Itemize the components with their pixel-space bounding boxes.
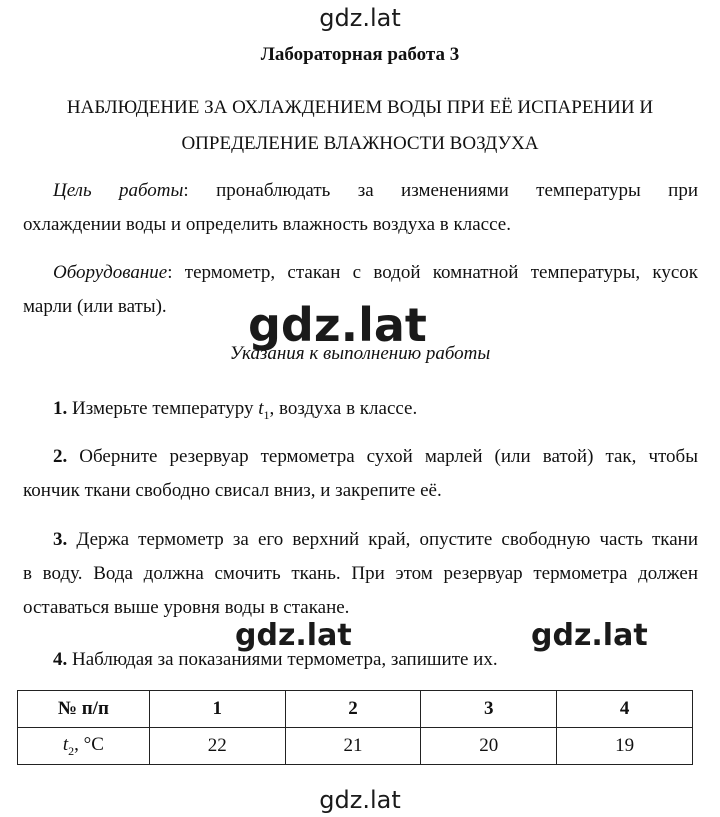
watermark-bottom: gdz.lat [319, 786, 401, 814]
table-cell: 22 [149, 728, 285, 765]
goal-text-1: : пронаблюдать за изменениями температуры при [183, 180, 698, 201]
table-header-cell: 2 [285, 691, 421, 728]
step-3: 3. Держа термометр за его верхний край, опустите свободную часть ткани в воду. Вода должна смочить ткань. При этом резервуар термометра должен оставаться выше уровня воды в стакане. [23, 529, 698, 618]
step-2-number: 2. [53, 446, 68, 467]
step-4-number: 4. [53, 649, 68, 670]
table-cell: 20 [421, 728, 557, 765]
table-cell: 21 [285, 728, 421, 765]
step-3-number: 3. [53, 529, 68, 550]
instructions-heading: Указания к выполнению работы [229, 343, 491, 364]
watermark-mid-right: gdz.lat [528, 618, 651, 653]
equipment-label: Оборудование [53, 262, 168, 283]
table-header-cell: 1 [149, 691, 285, 728]
goal-label: Цель работы [53, 180, 184, 201]
main-title-line1: НАБЛЮДЕНИЕ ЗА ОХЛАЖДЕНИЕМ ВОДЫ ПРИ ЕЁ ИСПАРЕНИИ И [66, 97, 654, 118]
table-row-label: $t_2$, °C [18, 728, 150, 765]
watermark-top: gdz.lat [319, 4, 401, 32]
step-1: 1. Измерьте температуру $t_1$, воздуха в классе. [53, 398, 418, 422]
main-title-line2: ОПРЕДЕЛЕНИЕ ВЛАЖНОСТИ ВОЗДУХА [181, 133, 539, 154]
lab-title: Лабораторная работа 3 [260, 44, 460, 65]
variable-t: t [258, 398, 264, 419]
step-4: 4. Наблюдая за показаниями термометра, запишите их. [53, 649, 498, 670]
table-header-row [18, 691, 693, 728]
temperature-table [17, 690, 693, 765]
table-cell: 19 [557, 728, 693, 765]
equipment-text-1: : термометр, стакан с водой комнатной температуры, кусок [167, 262, 698, 283]
goal-paragraph [23, 174, 698, 242]
step-1-number: 1. [53, 398, 68, 419]
table-header-cell: 4 [557, 691, 693, 728]
equipment-text-2: марли (или ваты). [23, 296, 167, 317]
goal-text-2: охлаждении воды и определить влажность воздуха в классе. [23, 214, 511, 235]
equipment-paragraph [23, 256, 698, 324]
table-header-label: № п/п [18, 691, 150, 728]
table-header-cell: 3 [421, 691, 557, 728]
step-2: 2. Оберните резервуар термометра сухой марлей (или ватой) так, чтобы кончик ткани свободно свисал вниз, и закрепите её. [23, 446, 698, 501]
table-row [18, 728, 693, 765]
watermark-mid-left: gdz.lat [232, 618, 355, 653]
main-title [0, 90, 720, 162]
watermark-big: gdz.lat [248, 298, 427, 352]
